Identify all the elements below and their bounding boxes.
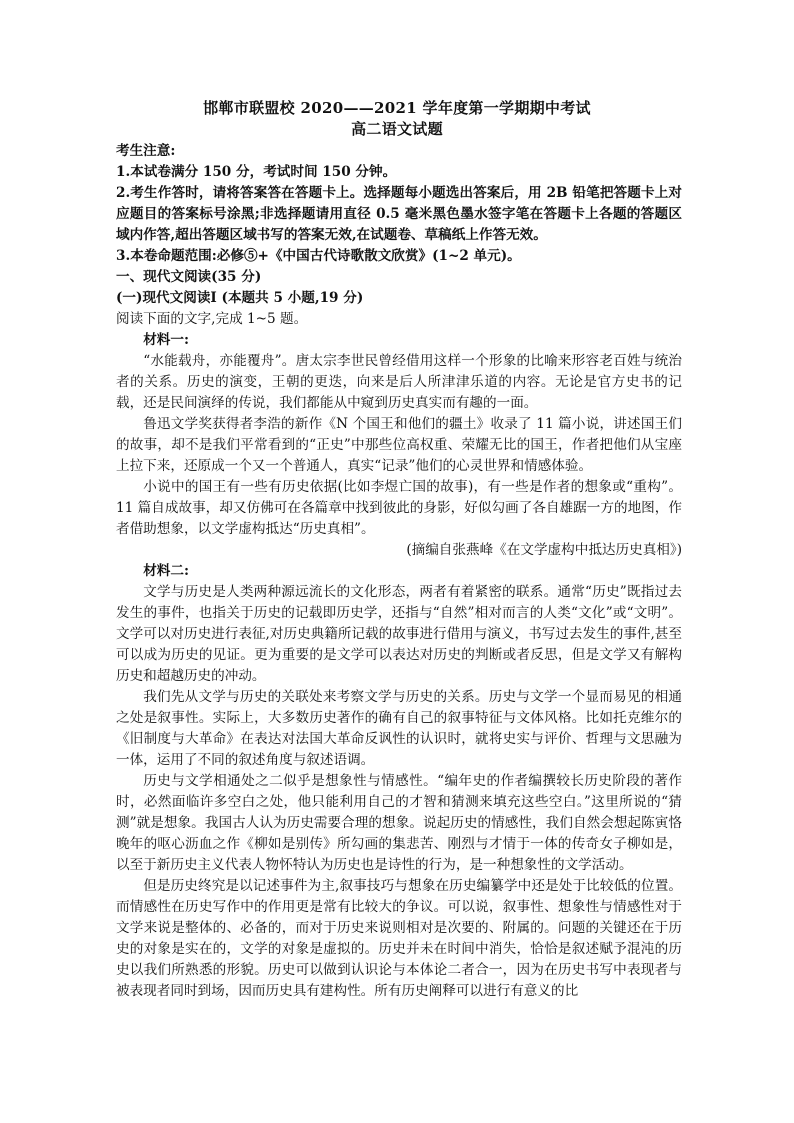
section-heading: 一、现代文阅读(35 分) xyxy=(116,269,262,285)
material-2-paragraph: 但是历史终究是以记述事件为主,叙事技巧与想象在历史编纂学中还是处于比较低的位置。而情感性在历史写作中的作用更是常有比较大的争议。可以说，叙事性、想象性与情感性对于文学来说是整体的、必备的，而对于历史来说则相对是次要的、附属的。问题的关键还在于历史的对象是实在的，文学的对象是虚拟的。历史并未在时间中消失，恰恰是叙述赋予混沌的历史以我们所熟悉的形貌。历史可以做到认识论与本体论二者合一，因为在历史书写中表现者与被表现者同时到场，因而历史具有建构性。所有历史阐释可以进行有意义的比 xyxy=(116,878,682,999)
material-2-paragraph: 我们先从文学与历史的关联处来考察文学与历史的关系。历史与文学一个显而易见的相通之处是叙事性。实际上，大多数历史著作的确有自己的叙事特征与文体风格。比如托克维尔的《旧制度与大革命》在表达对法国大革命反讽性的认识时，就将史实与评价、哲理与文思融为一体，运用了不同的叙述角度与叙述语调。 xyxy=(116,689,682,768)
notice-item-1: 1.本试卷满分 150 分，考试时间 150 分钟。 xyxy=(116,164,397,180)
material-2-paragraph: 文学与历史是人类两种源远流长的文化形态，两者有着紧密的联系。通常“历史”既指过去发生的事件，也指关于历史的记载即历史学，还指与“自然”相对而言的人类“文化”或“文明”。文学可以对历史进行表征,对历史典籍所记载的故事进行借用与演义，书写过去发生的事件,甚至可以成为历史的见证。更为重要的是文学可以表达对历史的判断或者反思，但是文学又有解构历史和超越历史的冲动。 xyxy=(116,584,682,684)
exam-subtitle: 高二语文试题 xyxy=(351,120,443,138)
exam-content xyxy=(116,141,682,1002)
material-2-label: 材料二: xyxy=(143,563,189,579)
material-1-source: (摘编自张燕峰《在文学虚构中抵达历史真相》) xyxy=(406,542,682,558)
material-1-paragraph: “水能载舟，亦能覆舟”。唐太宗李世民曾经借用这样一个形象的比喻来形容老百姓与统治者的关系。历史的演变，王朝的更迭，向来是后人所津津乐道的内容。无论是官方史书的记载，还是民间演绎的传说，我们都能从中窥到历史真实而有趣的一面。 xyxy=(116,353,682,411)
notice-heading: 考生注意: xyxy=(116,143,176,159)
exam-title: 邯郸市联盟校 2020——2021 学年度第一学期期中考试 xyxy=(203,99,591,117)
material-2-paragraph: 历史与文学相通处之二似乎是想象性与情感性。“编年史的作者编撰较长历史阶段的著作时，必然面临许多空白之处，他只能利用自己的才智和猜测来填充这些空白。”这里所说的“猜测”就是想象。我国古人认为历史需要合理的想象。说起历史的情感性，我们自然会想起陈寅恪晚年的呕心沥血之作《柳如是别传》所勾画的集悲苦、刚烈与才情于一体的传奇女子柳如是，以至于新历史主义代表人物怀特认为历史也是诗性的行为，是一种想象性的文学活动。 xyxy=(116,773,682,873)
material-1-label: 材料一: xyxy=(143,332,189,348)
subsection-heading: (一)现代文阅读Ⅰ (本题共 5 小题,19 分) xyxy=(116,290,364,306)
material-1-paragraph: 小说中的国王有一些有历史依据(比如李煜亡国的故事)，有一些是作者的想象或“重构”。11 篇自成故事，却又仿佛可在各篇章中找到彼此的身影，好似勾画了各自雄踞一方的地图，作者借助想象，以文学虚构抵达“历史真相”。 xyxy=(116,479,682,537)
notice-item-2: 2.考生作答时，请将答案答在答题卡上。选择题每小题选出答案后，用 2B 铅笔把答题卡上对应题目的答案标号涂黑;非选择题请用直径 0.5 毫米黑色墨水签字笔在答题卡上各题的答题区域内作答,超出答题区域书写的答案无效,在试题卷、草稿纸上作答无效。 xyxy=(116,185,682,243)
material-1-paragraph: 鲁迅文学奖获得者李浩的新作《N 个国王和他们的疆土》收录了 11 篇小说，讲述国王们的故事，却不是我们平常看到的“正史”中那些位高权重、荣耀无比的国王，作者把他们从宝座上拉下来，还原成一个又一个普通人，真实“记录”他们的心灵世界和情感体验。 xyxy=(116,416,682,474)
reading-instruction: 阅读下面的文字,完成 1~5 题。 xyxy=(116,311,308,327)
notice-item-3: 3.本卷命题范围:必修⑤+《中国古代诗歌散文欣赏》(1~2 单元)。 xyxy=(116,248,521,264)
